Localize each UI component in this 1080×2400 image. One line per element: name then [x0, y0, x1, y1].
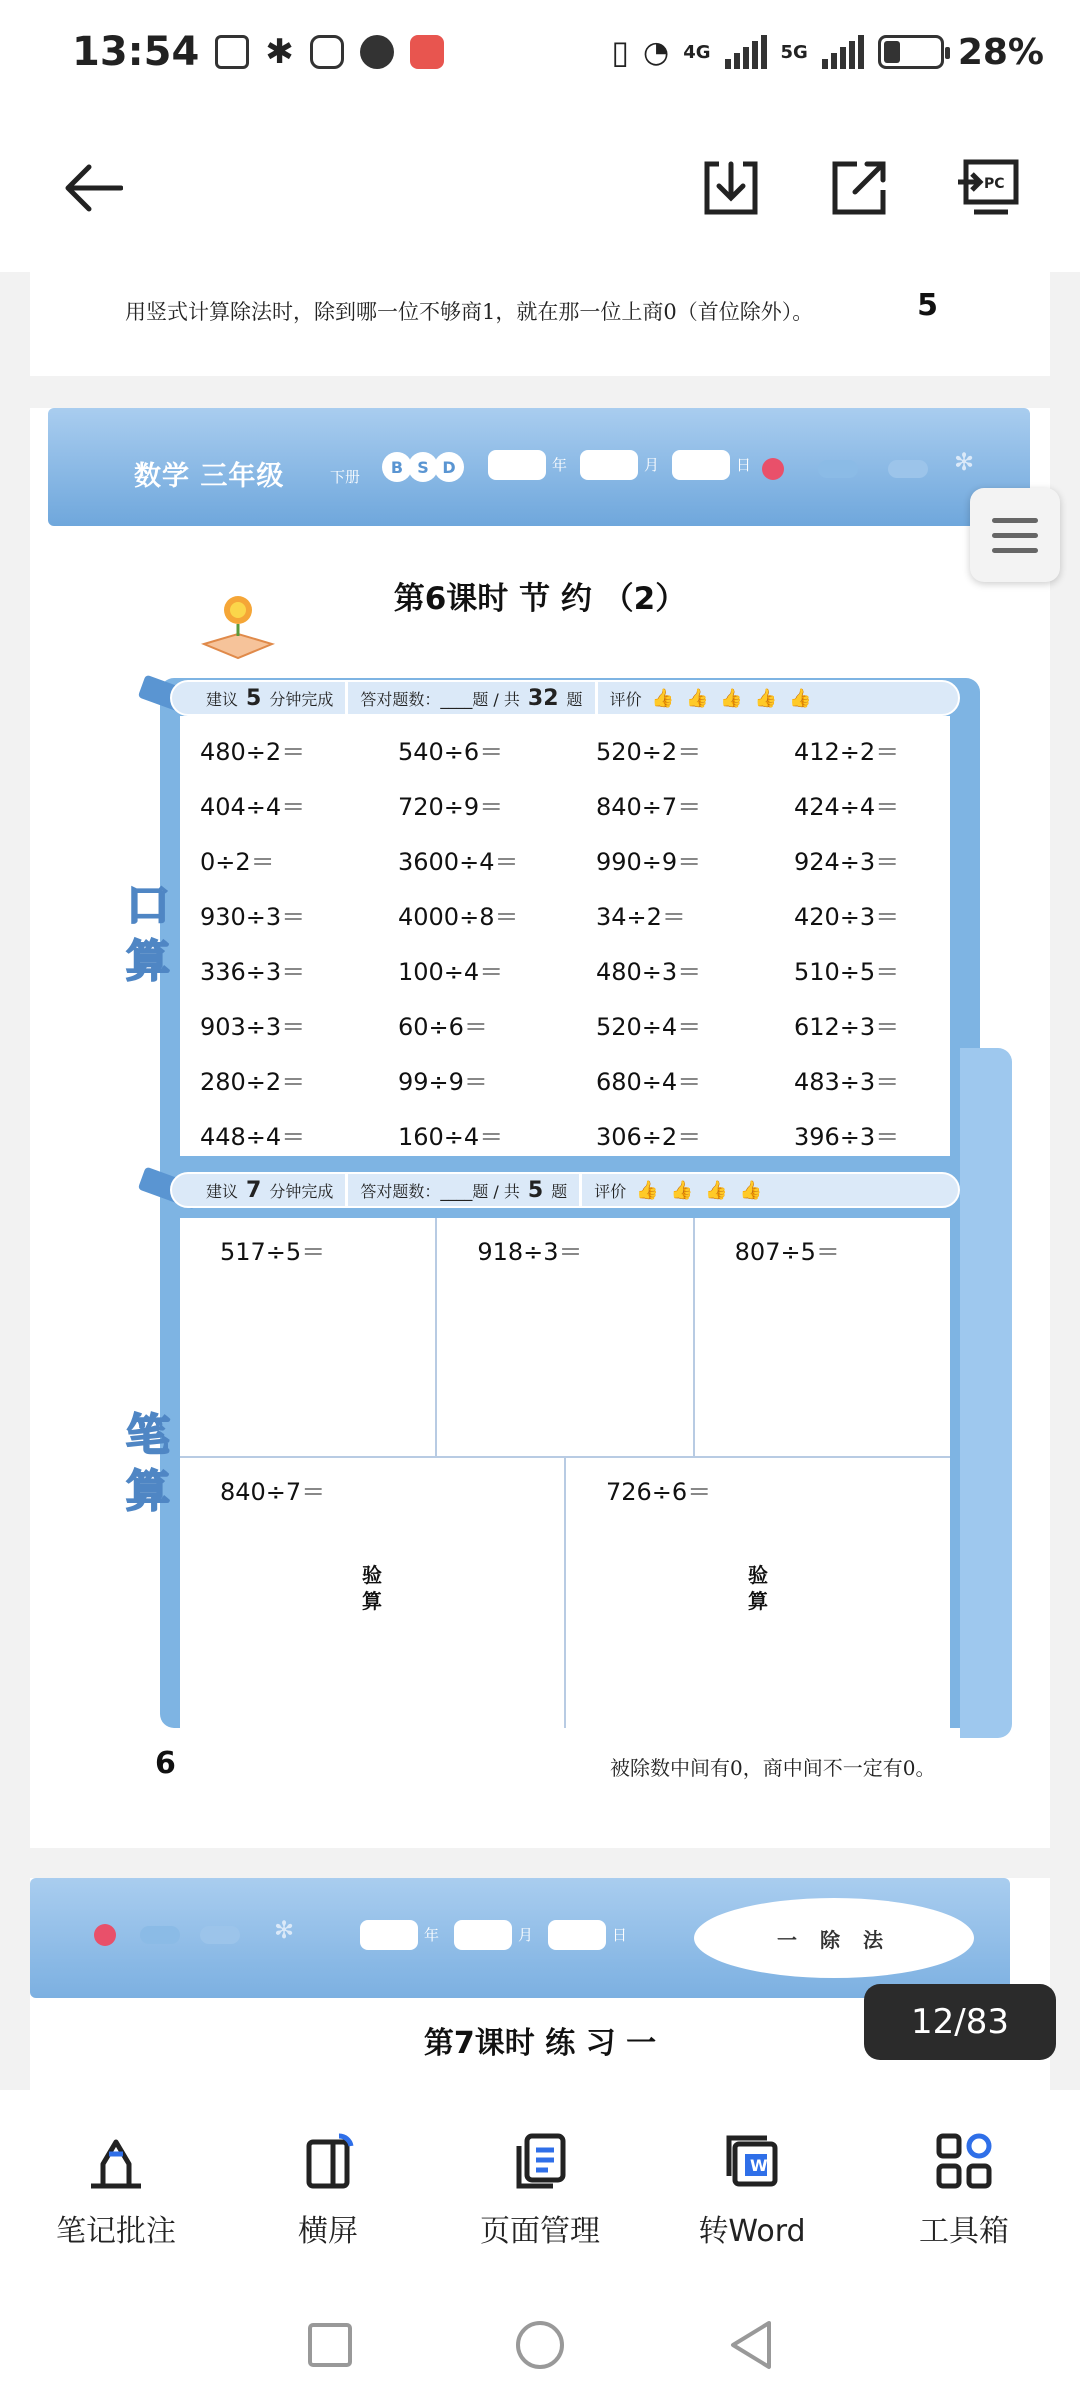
- chapter-label: 一 除 法: [694, 1898, 974, 1978]
- app-bar: [0, 104, 1080, 272]
- oral-rating: [598, 682, 824, 714]
- wifi-icon: ◔: [643, 34, 670, 70]
- month-label: 月: [518, 1926, 534, 1944]
- oral-problem: 480÷3＝: [596, 958, 702, 986]
- written-problem: 918÷3＝: [477, 1238, 583, 1266]
- oral-problem: 412÷2＝: [794, 738, 900, 766]
- download-icon: [701, 158, 761, 218]
- page-manage-icon: [509, 2130, 571, 2192]
- oral-problem: 483÷3＝: [794, 1068, 900, 1096]
- cloud-icon: [140, 1926, 180, 1944]
- total-count: 5: [527, 1177, 544, 1203]
- download-button[interactable]: [698, 155, 764, 221]
- page-manage-button[interactable]: [440, 2090, 640, 2290]
- page-current: [30, 408, 1050, 1848]
- back-nav-button[interactable]: [720, 2315, 780, 2375]
- toolbar-label: 横屏: [298, 2214, 358, 2249]
- menu-line: [992, 518, 1038, 523]
- rotate-screen-button[interactable]: [228, 2090, 428, 2290]
- oral-problem: 424÷4＝: [794, 793, 900, 821]
- pc-label: PC: [984, 176, 1005, 192]
- oral-problem: 612÷3＝: [794, 1013, 900, 1041]
- pc-cast-icon: [954, 158, 1020, 218]
- oral-problem: 903÷3＝: [200, 1013, 306, 1041]
- written-cell: [566, 1458, 950, 1728]
- back-button[interactable]: [60, 155, 126, 221]
- signal-5g-icon: [822, 35, 864, 69]
- oral-problem: 336÷3＝: [200, 958, 306, 986]
- month-box: [454, 1920, 512, 1950]
- toolbox-icon: [933, 2130, 995, 2192]
- share-icon: [829, 158, 889, 218]
- status-left: [72, 29, 444, 75]
- pc-cast-button[interactable]: [954, 155, 1020, 221]
- oral-problem: 60÷6＝: [398, 1013, 488, 1041]
- rating-label: 评价: [609, 689, 642, 709]
- oral-problems-grid: [180, 722, 950, 1162]
- oral-problem: 924÷3＝: [794, 848, 900, 876]
- arrow-left-icon: [63, 163, 123, 213]
- network-4g: 4G: [683, 41, 711, 63]
- written-cell: [180, 1458, 566, 1728]
- rating-thumbs: [652, 688, 812, 709]
- document-viewer[interactable]: [0, 272, 1080, 2090]
- page-previous: [30, 272, 1050, 376]
- oral-problem: 404÷4＝: [200, 793, 306, 821]
- badge-letter: B: [382, 452, 412, 482]
- written-problem: 726÷6＝: [606, 1478, 712, 1506]
- annotate-icon: [85, 2130, 147, 2192]
- word-convert-button[interactable]: [652, 2090, 852, 2290]
- ti-label: 题: [566, 689, 583, 709]
- thumb-up-icon[interactable]: 👍: [720, 687, 743, 709]
- page-hint: 用竖式计算除法时，除到哪一位不够商1，就在那一位上商0（首位除外）。: [125, 300, 814, 324]
- triangle-back-icon: [727, 2319, 773, 2371]
- oral-problem: 34÷2＝: [596, 903, 686, 931]
- bottom-toolbar: [0, 2090, 1080, 2290]
- status-bar: [0, 0, 1080, 104]
- day-box: [672, 450, 730, 480]
- total-count: 32: [527, 685, 559, 711]
- subject-label: 数学 三年级: [134, 461, 285, 492]
- oral-problem: 480÷2＝: [200, 738, 306, 766]
- annotate-button[interactable]: [16, 2090, 216, 2290]
- signal-4g-icon: [725, 35, 767, 69]
- app-notification-icon: [410, 35, 444, 69]
- side-char: 笔: [126, 1410, 170, 1461]
- cloud-icon: [200, 1926, 240, 1944]
- side-char: 口: [126, 880, 170, 931]
- oral-problem: 3600÷4＝: [398, 848, 519, 876]
- check-label: 验算: [362, 1563, 382, 1613]
- flower-book-icon: [200, 588, 276, 664]
- written-info-strip: [170, 1172, 960, 1208]
- snowflake-icon: ✻: [274, 1916, 295, 1944]
- written-problem: 807÷5＝: [734, 1238, 840, 1266]
- oral-problem: 448÷4＝: [200, 1123, 306, 1151]
- written-rating: [582, 1174, 774, 1206]
- oral-problem: 306÷2＝: [596, 1123, 702, 1151]
- share-button[interactable]: [826, 155, 892, 221]
- finish-label: 分钟完成: [269, 689, 334, 709]
- sun-icon: [94, 1924, 116, 1946]
- circle-icon: [514, 2319, 566, 2371]
- written-time-hint: [172, 1174, 348, 1206]
- side-char: 算: [126, 936, 170, 987]
- rating-label: 评价: [594, 1181, 627, 1201]
- suggest-minutes: 5: [246, 685, 262, 711]
- year-label: 年: [424, 1926, 440, 1944]
- side-char: 算: [126, 1466, 170, 1517]
- month-box: [580, 450, 638, 480]
- written-side-label: [118, 1408, 178, 1520]
- page-number: 6: [155, 1746, 176, 1781]
- bluetooth-icon: ✱: [265, 32, 294, 72]
- word-convert-icon: [721, 2130, 783, 2192]
- home-button[interactable]: [510, 2315, 570, 2375]
- oral-problem: 396÷3＝: [794, 1123, 900, 1151]
- svg-text:W: W: [750, 2156, 768, 2175]
- year-box: [360, 1920, 418, 1950]
- cloud-icon: [818, 460, 858, 478]
- oral-problem: 0÷2＝: [200, 848, 275, 876]
- oral-problem: 840÷7＝: [596, 793, 702, 821]
- oral-problem: 930÷3＝: [200, 903, 306, 931]
- year-label: 年: [552, 456, 568, 474]
- oral-problem: 420÷3＝: [794, 903, 900, 931]
- system-nav-bar: [0, 2290, 1080, 2400]
- oral-score: [348, 682, 597, 714]
- battery-icon: [878, 35, 944, 69]
- check-label: 验算: [748, 1563, 768, 1613]
- written-score: [348, 1174, 582, 1206]
- page-banner: [48, 408, 1030, 526]
- suggest-label: 建议: [206, 1181, 239, 1201]
- oral-problem: 99÷9＝: [398, 1068, 488, 1096]
- thumb-up-icon[interactable]: 👍: [754, 687, 778, 709]
- status-right: [611, 32, 1044, 73]
- square-icon: [307, 2322, 353, 2368]
- oral-side-label: [118, 878, 178, 990]
- badge-letter: D: [434, 452, 464, 482]
- thumb-up-icon[interactable]: 👍: [636, 1179, 659, 1201]
- day-box: [548, 1920, 606, 1950]
- page-banner: [30, 1878, 1010, 1998]
- status-time: 13:54: [72, 29, 200, 75]
- thumb-up-icon[interactable]: 👍: [705, 1179, 728, 1201]
- written-cell: [437, 1218, 694, 1456]
- recent-apps-button[interactable]: [300, 2315, 360, 2375]
- app-bar-actions: [698, 155, 1020, 221]
- oral-problems-panel: [180, 716, 950, 1156]
- thumb-up-icon[interactable]: 👍: [686, 687, 709, 709]
- vibrate-icon: ▯: [611, 33, 630, 71]
- toolbox-button[interactable]: [864, 2090, 1064, 2290]
- toolbar-label: 工具箱: [919, 2214, 1009, 2249]
- snowflake-icon: ✻: [954, 448, 975, 476]
- written-problem: 840÷7＝: [220, 1478, 326, 1506]
- month-label: 月: [644, 456, 660, 474]
- toolbar-label: 转Word: [698, 2214, 806, 2249]
- written-problems-panel: [180, 1218, 950, 1728]
- oral-problem: 540÷6＝: [398, 738, 504, 766]
- oral-time-hint: [172, 682, 348, 714]
- written-row: [180, 1458, 950, 1728]
- lesson-title: 第7课时 练 习 一: [423, 2026, 657, 2061]
- rotate-screen-icon: [297, 2130, 359, 2192]
- battery-level: 28%: [957, 31, 1044, 73]
- page-indicator: 12/83: [864, 1984, 1056, 2060]
- page-footer-hint: 被除数中间有0，商中间不一定有0。: [610, 1756, 936, 1780]
- oral-problem: 280÷2＝: [200, 1068, 306, 1096]
- volume-label: 下册: [330, 468, 361, 486]
- publisher-badge: [382, 452, 460, 482]
- badge-letter: S: [408, 452, 438, 482]
- written-problem: 517÷5＝: [220, 1238, 326, 1266]
- message-icon: [360, 35, 394, 69]
- written-cell: [180, 1218, 437, 1456]
- thumb-up-icon[interactable]: 👍: [789, 687, 812, 709]
- sun-icon: [762, 458, 784, 480]
- oral-problem: 520÷2＝: [596, 738, 702, 766]
- nfc-icon: [215, 35, 249, 69]
- oral-problem: 510÷5＝: [794, 958, 900, 986]
- cloud-icon: [888, 460, 928, 478]
- oral-info-strip: [170, 680, 960, 716]
- suggest-label: 建议: [206, 689, 239, 709]
- suggest-minutes: 7: [246, 1177, 262, 1203]
- oral-problem: 680÷4＝: [596, 1068, 702, 1096]
- lesson-title: 第6课时 节 约 （2）: [393, 581, 687, 617]
- menu-line: [992, 548, 1038, 553]
- written-row: [180, 1218, 950, 1458]
- ti-label: 题: [551, 1181, 568, 1201]
- oral-problem: 720÷9＝: [398, 793, 504, 821]
- menu-button[interactable]: [970, 488, 1060, 582]
- menu-line: [992, 533, 1038, 538]
- year-box: [488, 450, 546, 480]
- correct-label: 答对题数：____题 / 共: [360, 1181, 520, 1201]
- day-label: 日: [736, 456, 752, 474]
- finish-label: 分钟完成: [269, 1181, 334, 1201]
- correct-label: 答对题数：____题 / 共: [360, 689, 520, 709]
- toolbar-label: 页面管理: [480, 2214, 600, 2249]
- oral-problem: 160÷4＝: [398, 1123, 504, 1151]
- hand-icon: [310, 35, 344, 69]
- rating-thumbs: [636, 1180, 762, 1201]
- oral-problem: 100÷4＝: [398, 958, 504, 986]
- oral-problem: 4000÷8＝: [398, 903, 519, 931]
- oral-problem: 990÷9＝: [596, 848, 702, 876]
- thumb-up-icon[interactable]: 👍: [670, 1179, 694, 1201]
- day-label: 日: [612, 1926, 628, 1944]
- oral-problem: 520÷4＝: [596, 1013, 702, 1041]
- page-number: 5: [917, 288, 938, 323]
- network-5g: 5G: [780, 41, 808, 63]
- written-cell: [695, 1218, 950, 1456]
- thumb-up-icon[interactable]: 👍: [739, 1179, 762, 1201]
- toolbar-label: 笔记批注: [56, 2214, 176, 2249]
- thumb-up-icon[interactable]: 👍: [651, 687, 674, 709]
